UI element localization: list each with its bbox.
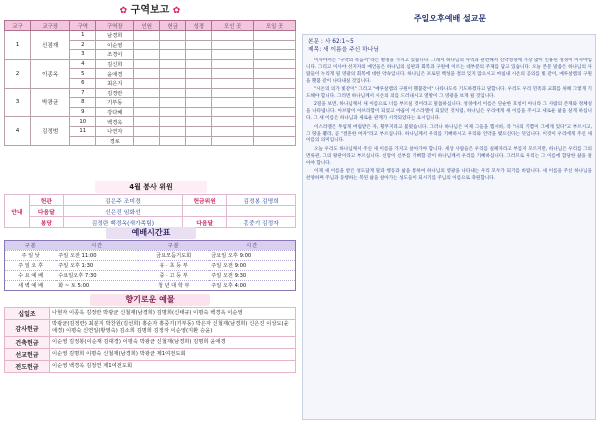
blank-cell	[212, 31, 254, 41]
blank-cell	[160, 107, 186, 117]
parish-leader: 김정범	[31, 117, 70, 146]
blank-cell	[160, 117, 186, 127]
district-header-cell: 구역	[70, 21, 96, 31]
district-leader: 백경옥	[96, 117, 134, 127]
blank-cell	[186, 136, 212, 146]
worship-times-table	[4, 240, 296, 291]
blank-cell	[134, 88, 160, 98]
service-names: 신은진 임화선	[63, 206, 183, 217]
sermon-paragraph: 2절을 보면, 하나님께서 새 이름으로 너를 부르실 것이라고 말씀하십니다. 성경에서 이름은 단순한 호칭이 아니라 그 사람의 존재와 정체성을 나타냅니다. 아브람이 아브라함이 되었고 야곱이 이스라엘이 되었던 것처럼, 하나님은 우리에게 새 이름을 주시고 새로운 삶을 살게 하십니다. 그 새 이름은 하나님과 새로운 관계가 시작되었다는 표시입니다.	[306, 102, 592, 122]
district-number: 10	[70, 117, 96, 127]
table-row	[5, 59, 296, 69]
blank-cell	[254, 126, 296, 136]
table-row	[5, 308, 296, 320]
district-header-cell: 모인 곳	[212, 21, 254, 31]
parish-leader: 신점재	[31, 31, 70, 60]
blank-cell	[134, 50, 160, 60]
blank-cell	[134, 107, 160, 117]
district-leader: 남경희	[96, 31, 134, 41]
service-role: 헌관	[30, 195, 64, 206]
service-role: 다음달	[30, 206, 64, 217]
district-number: 1	[70, 31, 96, 41]
offering-category: 건축헌금	[5, 337, 50, 349]
district-number: 7	[70, 88, 96, 98]
blank-cell	[254, 31, 296, 41]
worship-time: 주일 오전 9:00	[209, 261, 295, 271]
worship-time: 주일 오후 4:00	[209, 281, 295, 291]
blank-cell	[186, 59, 212, 69]
service-role	[183, 206, 227, 217]
service-role: 헌금위원	[183, 195, 227, 206]
worship-time: 주일 오전 11:00	[56, 251, 138, 261]
offering-category: 감사헌금	[5, 320, 50, 337]
offerings-table	[4, 307, 296, 373]
worship-times-title: 예배시간표	[106, 227, 196, 239]
blank-cell	[186, 69, 212, 79]
worship-time: 수요일오후 7:30	[56, 271, 138, 281]
offering-names: 이순영 김정봉(이순재 김대경) 이평숙 박광균 신철재(남경희) 김명희 윤애경	[50, 337, 296, 349]
blank-cell	[186, 40, 212, 50]
offering-names: 박광균(김정란) 최분지 박찬원(김선희) 홍순자 홍중기(기부동) 박은자 신철재(남경희) 신은진 이상도(윤애경) 이평숙 신연일(황영숙) 김소희 김명희 김정자 이순영(지환 승윤)	[50, 320, 296, 337]
table-row	[5, 261, 296, 271]
blank-cell	[134, 59, 160, 69]
district-leader: 경로	[96, 136, 134, 146]
offering-names: 나현자 이종옥 김정란 박광균 신철재(남경희) 김명희(신태규) 이평숙 백경옥 이순영	[50, 308, 296, 320]
sermon-scripture: 본문 : 사 62:1~5	[308, 39, 354, 45]
district-header-cell: 구역장	[96, 21, 134, 31]
district-number	[70, 136, 96, 146]
service-names	[227, 206, 296, 217]
blank-cell	[186, 107, 212, 117]
blank-cell	[212, 136, 254, 146]
district-header-cell: 모일 곳	[254, 21, 296, 31]
worship-time: 주일 오전 9:30	[209, 271, 295, 281]
blank-cell	[212, 107, 254, 117]
table-row	[5, 206, 296, 217]
blank-cell	[254, 117, 296, 127]
offering-category: 선교헌금	[5, 349, 50, 361]
blank-cell	[160, 88, 186, 98]
district-report-table	[4, 20, 296, 146]
sermon-paragraph: 이사야서는 "구약의 복음서"라는 별명을 가지고 있습니다. 그래서 하나님의 사역과 관련해서 신약성경에 가장 많이 인용된 성경이 이사야입니다. 그리고 이사야 선지자의 예언들은 하나님의 심판과 회복과 구원에 이르는 대부분의 주제를 담고 있습니다. 오늘 본문 말씀은 하나님의 사람들이 누리게 될 영광의 회복에 대한 약속입니다. 하나님은 포로된 백성을 결코 잊지 않으시고 마침내 시온의 공의를 빛 같이, 예루살렘의 구원을 횃불 같이 나타내실 것입니다.	[306, 58, 592, 84]
service-committee-title: 4월 봉사 위원	[95, 181, 207, 193]
blank-cell	[186, 98, 212, 108]
parish-leader: 박광균	[31, 88, 70, 117]
service-side-label: 안내	[5, 195, 30, 228]
worship-header-cell: 시간	[209, 241, 295, 251]
table-row	[5, 337, 296, 349]
offerings-title: 향기로운 예물	[90, 294, 210, 306]
blank-cell	[134, 117, 160, 127]
service-names: 홍중기 김정자	[227, 217, 296, 228]
sermon-body	[306, 58, 592, 418]
blank-cell	[134, 136, 160, 146]
worship-header-row	[5, 241, 296, 251]
table-row	[5, 88, 296, 98]
worship-time: 금요일 오후 9:00	[209, 251, 295, 261]
district-leader: 김경란	[96, 88, 134, 98]
district-number: 3	[70, 50, 96, 60]
worship-name: 청 년 대 학 부	[138, 281, 209, 291]
blank-cell	[212, 78, 254, 88]
district-number: 9	[70, 107, 96, 117]
table-row	[5, 217, 296, 228]
table-row	[5, 349, 296, 361]
sermon-title: 주일오후예배 설교문	[413, 14, 487, 23]
district-number: 5	[70, 69, 96, 79]
blank-cell	[134, 69, 160, 79]
flower-icon: ✿	[119, 6, 128, 16]
blank-cell	[212, 50, 254, 60]
parish-number: 1	[5, 31, 31, 60]
parish-number: 2	[5, 59, 31, 88]
flower-icon: ✿	[172, 6, 181, 16]
district-leader: 조경이	[96, 50, 134, 60]
worship-header-cell: 시간	[56, 241, 138, 251]
worship-name: 수 요 예 배	[5, 271, 57, 281]
sermon-paragraph: 오늘 우리도 하나님께서 주신 새 이름을 가지고 살아가야 합니다. 세상 사람들은 우리를 실패자라고 부를지 모르지만, 하나님은 우리를 그의 면류관, 그의 왕관이라고 부르십니다. 신랑이 신부를 기뻐함 같이 하나님께서 우리를 기뻐하십니다. 그러므로 우리는 그 이름에 합당한 삶을 살아야 합니다.	[306, 146, 592, 166]
district-header-row	[5, 21, 296, 31]
worship-time: 화 ~ 토 5:00	[56, 281, 138, 291]
district-number: 6	[70, 78, 96, 88]
offering-names: 이순영 백경옥 김정연 제1여전도회	[50, 361, 296, 373]
district-report-title: ✿ 구역보고 ✿	[119, 5, 181, 16]
service-committee-table	[4, 194, 296, 228]
district-leader: 이순영	[96, 40, 134, 50]
worship-header-cell: 구분	[138, 241, 209, 251]
district-number: 8	[70, 98, 96, 108]
blank-cell	[186, 117, 212, 127]
parish-leader: 이종옥	[31, 59, 70, 88]
table-row	[5, 251, 296, 261]
table-row	[5, 195, 296, 206]
blank-cell	[134, 126, 160, 136]
table-row	[5, 271, 296, 281]
worship-name: 주 일 낮	[5, 251, 57, 261]
blank-cell	[160, 136, 186, 146]
district-header-cell: 헌금	[160, 21, 186, 31]
table-row	[5, 281, 296, 291]
blank-cell	[160, 31, 186, 41]
district-leader: 윤애경	[96, 69, 134, 79]
blank-cell	[160, 78, 186, 88]
table-row	[5, 31, 296, 41]
blank-cell	[254, 50, 296, 60]
worship-name: 유 · 초 등 부	[138, 261, 209, 271]
blank-cell	[254, 98, 296, 108]
district-header-cell: 교구	[5, 21, 31, 31]
blank-cell	[186, 78, 212, 88]
parish-number: 4	[5, 117, 31, 146]
blank-cell	[134, 40, 160, 50]
worship-header-cell: 구분	[5, 241, 57, 251]
blank-cell	[212, 98, 254, 108]
blank-cell	[160, 69, 186, 79]
offering-category: 전도헌금	[5, 361, 50, 373]
blank-cell	[212, 59, 254, 69]
blank-cell	[186, 31, 212, 41]
worship-time: 주일 오후 1:30	[56, 261, 138, 271]
offering-category: 십일조	[5, 308, 50, 320]
service-names: 김은주 조미경	[63, 195, 183, 206]
district-header-cell: 교구장	[31, 21, 70, 31]
district-leader: 강다혜	[96, 107, 134, 117]
worship-name: 새 벽 예 배	[5, 281, 57, 291]
service-names: 김정란 백경옥(새가족팀)	[63, 217, 183, 228]
sermon-subject: 제목: 새 이름을 주신 하나님	[308, 47, 379, 53]
blank-cell	[212, 117, 254, 127]
parish-number: 3	[5, 88, 31, 117]
worship-name: 주 일 오 후	[5, 261, 57, 271]
district-number: 4	[70, 59, 96, 69]
blank-cell	[134, 98, 160, 108]
blank-cell	[160, 98, 186, 108]
blank-cell	[160, 59, 186, 69]
district-leader: 기부동	[96, 98, 134, 108]
blank-cell	[254, 69, 296, 79]
district-number: 11	[70, 126, 96, 136]
blank-cell	[160, 126, 186, 136]
district-leader: 나연자	[96, 126, 134, 136]
blank-cell	[212, 88, 254, 98]
offering-names: 이순영 김명희 이평숙 신철재(남경희) 박광균 제1여전도회	[50, 349, 296, 361]
worship-name: 중 · 고 등 부	[138, 271, 209, 281]
sermon-paragraph: 이스라엘은 무섭게 버림받은 자, 황무지라고 불렸습니다. 그러나 하나님은 이제 그들을 헵시바, 즉 "나의 기쁨이 그에게 있다"고 부르시고, 그 땅을 쁄라, 곧 "결혼한 여자"라고 부르십니다. 하나님께서 우리를 기뻐하시고 우리와 언약을 맺으신다는 뜻입니다. 이것이 우리에게 주신 새 이름의 의미입니다.	[306, 124, 592, 144]
blank-cell	[186, 126, 212, 136]
blank-cell	[212, 69, 254, 79]
service-names: 김정봉 김명희	[227, 195, 296, 206]
blank-cell	[134, 78, 160, 88]
worship-name: 금요모듬기도회	[138, 251, 209, 261]
blank-cell	[160, 40, 186, 50]
blank-cell	[254, 107, 296, 117]
blank-cell	[186, 50, 212, 60]
blank-cell	[254, 88, 296, 98]
district-leader: 김신희	[96, 59, 134, 69]
blank-cell	[160, 50, 186, 60]
table-row	[5, 117, 296, 127]
blank-cell	[212, 40, 254, 50]
district-leader: 최은지	[96, 78, 134, 88]
district-header-cell: 인원	[134, 21, 160, 31]
service-role: 봉당	[30, 217, 64, 228]
blank-cell	[254, 40, 296, 50]
blank-cell	[186, 88, 212, 98]
blank-cell	[254, 78, 296, 88]
table-row	[5, 320, 296, 337]
district-number: 2	[70, 40, 96, 50]
table-row	[5, 361, 296, 373]
blank-cell	[254, 136, 296, 146]
sermon-paragraph: 이제 새 이름을 받은 성도답게 말과 행동과 삶을 통하여 하나님의 영광을 나타내는 우리 모두가 되기를 바랍니다. 새 이름을 주신 하나님을 찬양하며 주님과 동행하는 복된 삶을 살아가는 성도들이 되시기를 주님의 이름으로 축원합니다.	[306, 169, 592, 181]
district-header-cell: 성경	[186, 21, 212, 31]
service-role: 다음달	[183, 217, 227, 228]
blank-cell	[212, 126, 254, 136]
sermon-header	[308, 38, 379, 54]
sermon-paragraph: "시온의 의가 빛같이" 그리고 "예루살렘의 구원이 횃불같이" 나타나도록 기도하겠다고 말합니다. 우리도 우리 민족과 교회를 위해 그렇게 기도해야 합니다. 그러면 하나님께서 시온의 의를 드러내시고 열방이 그 영광을 보게 될 것입니다.	[306, 87, 592, 100]
blank-cell	[134, 31, 160, 41]
blank-cell	[254, 59, 296, 69]
